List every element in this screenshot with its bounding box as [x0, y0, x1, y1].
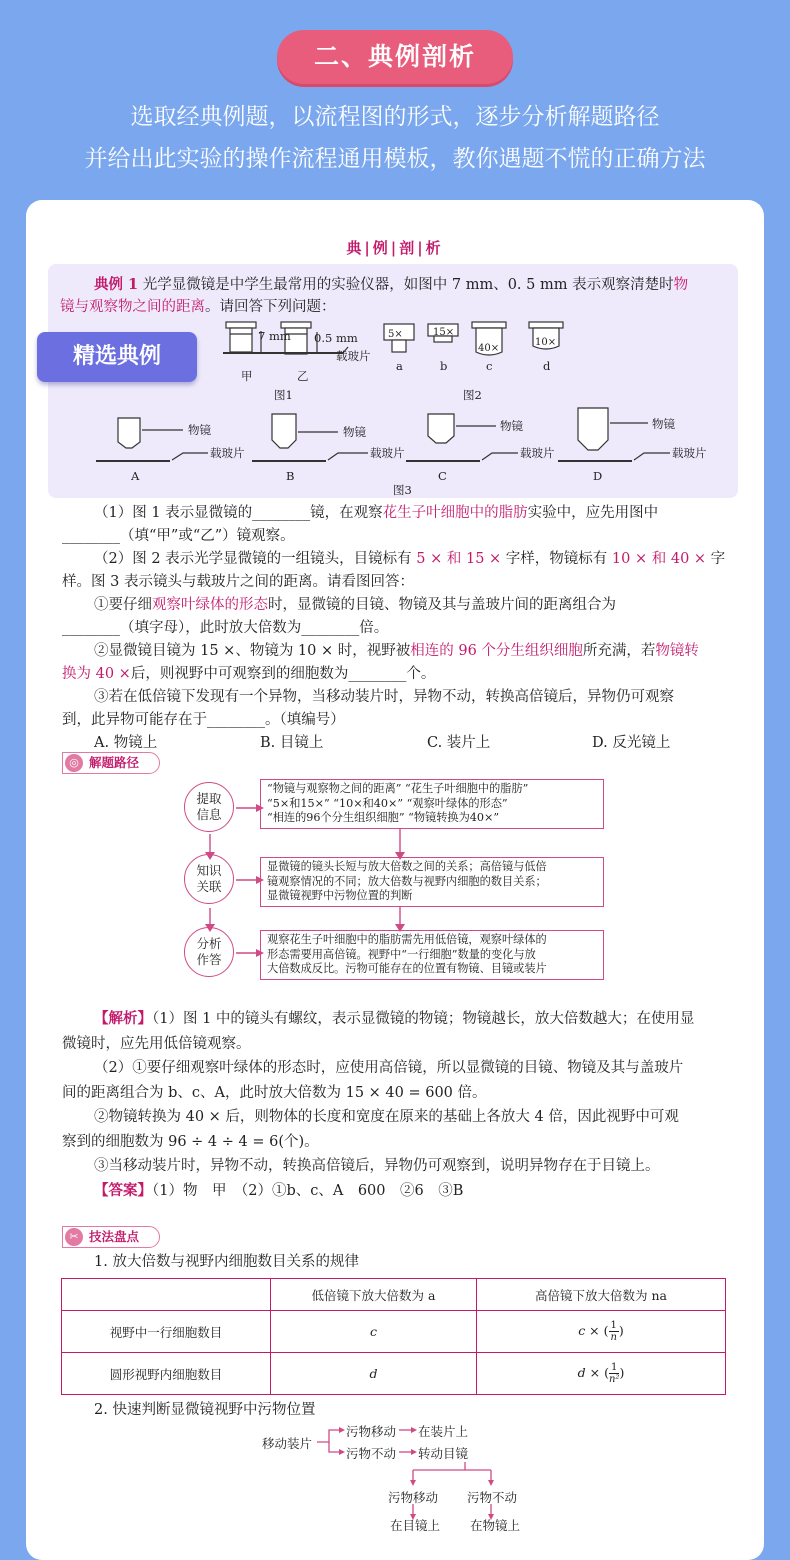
option-a: A. 物镜上: [94, 735, 158, 751]
questions-block: （1）图 1 表示显微镜的________镜，在观察花生子叶细胞中的脂肪实验中，应先用图中 ________（填“甲”或“乙”）镜观察。 （2）图 2 表示光学显微镜的一组镜头，目镜标有 5 × 和 15 × 字样，物镜标有 10 × 和 40 × 字 样。图 3 表示镜头与载玻片之间的距离。请看图回答： ①要仔细观察叶绿体的形态时，显微镜的目镜、物镜及其与盖玻片间的距离组合为 ________（填字母），此时放大倍数为________倍。 ②显微镜目镜为 15 ×、物镜为 10 × 时，视野被相连的 96 个分生组织细胞所充满，若物镜转 换为 40 ×后，则视野中可观察到的细胞数为________个。 ③若在低倍镜下发现有一个异物，当移动装片时，异物不动，转换高倍镜后，异物仍可观察 到，此异物可能存在于________。（填编号） A. 物镜上 B. 目镜上 C. 装片上 D. 反光镜上: [62, 502, 742, 755]
fig2-letter-d: d: [543, 359, 551, 373]
table-row2-high: d × ( $\frac{1}{\text{n²}}$ ): [477, 1353, 726, 1395]
fig1-caption: 图1: [274, 388, 293, 402]
lightbulb-icon: ◎: [65, 754, 83, 772]
tree-branch-still-action: 转动目镜: [418, 1446, 469, 1461]
fig2-letter-a: a: [396, 359, 403, 373]
fig2-letter-b: b: [440, 359, 448, 373]
tree-child-still: 污物不动: [467, 1490, 518, 1505]
fig3-letter-d: D: [593, 469, 603, 483]
header-subtitle-line2: 并给出此实验的操作流程通用模板，教你遇题不慌的正确方法: [84, 146, 706, 172]
answer-text: （1）物 甲 （2）①b、c、A 600 ②6 ③B: [152, 1182, 464, 1199]
fig3-obj-b: 物镜: [343, 425, 366, 439]
table-row2-label: 圆形视野内细胞数目: [62, 1353, 271, 1395]
fig3-slide-a: 载玻片: [210, 446, 245, 460]
analysis-block: 【解析】（1）图 1 中的镜头有螺纹，表示显微镜的物镜；物镜越长，放大倍数越大；在使用显 微镜时，应先用低倍镜观察。 （2）①要仔细观察叶绿体的形态时，应使用高倍镜，所以显微镜的目镜、物镜及其与盖玻片 间的距离组合为 b、c、A，此时放大倍数为 15 × 40 = 600 倍。 ②物镜转换为 40 × 后，则物体的长度和宽度在原来的基础上各放大 4 倍，因此视野中可观 察到的细胞数为 96 ÷ 4 ÷ 4 = 6(个)。 ③当移动装片时，异物不动，转换高倍镜后，异物仍可观察到，说明异物存在于目镜上。 【答案】（1）物 甲 （2）①b、c、A 600 ②6 ③B: [62, 1010, 695, 1199]
fig3-obj-d: 物镜: [652, 417, 675, 431]
fig3-letter-a: A: [131, 469, 140, 483]
fig1-dist-05mm: 0.5 mm: [314, 331, 358, 345]
fig3-slide-d: 载玻片: [672, 446, 707, 460]
tools-icon: ✂: [65, 1228, 83, 1246]
flow-box-knowledge: 显微镜的镜头长短与放大倍数之间的关系；高倍镜与低倍 镜观察情况的不同；放大倍数与视野内细胞的数目关系； 显微镜视野中污物位置的判断: [260, 857, 604, 907]
fig1-dist-7mm: 7 mm: [258, 329, 291, 343]
question-label: 典例 1: [94, 276, 139, 293]
fig2-lens-10x: 10×: [535, 337, 557, 348]
tree-branch-moves: 污物移动: [346, 1424, 397, 1439]
fig3-slide-c: 载玻片: [520, 446, 555, 460]
fig3-slide-b: 载玻片: [370, 446, 405, 460]
table-row1-label: 视野中一行细胞数目: [62, 1311, 271, 1353]
fig2-lens-5x: 5×: [388, 329, 403, 340]
table-row1-low: c: [271, 1311, 477, 1353]
fig1-label-jia: 甲: [241, 369, 253, 383]
analysis-label: 【解析】: [94, 1010, 152, 1027]
fig2-letter-c: c: [486, 359, 493, 373]
section-header-pill: 二、典例剖析: [277, 30, 513, 84]
flow-oval-analyze: 分析 作答: [184, 927, 234, 977]
fig2-lens-15x: 15×: [433, 327, 455, 338]
fig3-obj-c: 物镜: [500, 419, 523, 433]
flow-box-answer: 观察花生子叶细胞中的脂肪需先用低倍镜，观察叶绿体的 形态需要用高倍镜。视野中“一行细胞”数量的变化与放 大倍数成反比。污物可能存在的位置有物镜、目镜或装片: [260, 930, 604, 980]
tree-result-objective: 在物镜上: [470, 1518, 521, 1533]
fig3-letter-b: B: [286, 469, 295, 483]
table-row1-high: c × ( $\frac{1}{n}$ ): [477, 1311, 726, 1353]
magnification-table: [61, 1278, 726, 1395]
fig3-caption: 图3: [393, 483, 412, 497]
rule2-title: 2. 快速判断显微镜视野中污物位置: [94, 1402, 316, 1418]
fig2-caption: 图2: [463, 388, 482, 402]
fig1-label-yi: 乙: [297, 369, 309, 383]
featured-example-badge: 精选典例: [37, 332, 197, 382]
flow-oval-extract: 提取 信息: [184, 782, 234, 832]
fig2-lens-40x: 40×: [478, 343, 500, 354]
fig3-letter-c: C: [438, 469, 447, 483]
option-d: D. 反光镜上: [592, 735, 671, 751]
rule1-title: 1. 放大倍数与视野内细胞数目关系的规律: [94, 1254, 359, 1270]
table-head-2: 高倍镜下放大倍数为 na: [477, 1279, 726, 1311]
fig3-obj-a: 物镜: [188, 423, 211, 437]
tree-child-moves: 污物移动: [388, 1490, 439, 1505]
techniques-tag: ✂ 技法盘点: [62, 1226, 160, 1248]
question-intro: 典例 1 光学显微镜是中学生最常用的实验仪器，如图中 7 mm、0. 5 mm 表示观察清楚时物: [94, 276, 689, 293]
flow-oval-knowledge: 知识 关联: [184, 854, 234, 904]
table-row2-low: d: [271, 1353, 477, 1395]
table-head-1: 低倍镜下放大倍数为 a: [271, 1279, 477, 1311]
section-title: 典|例|剖|析: [346, 239, 444, 257]
tree-branch-still: 污物不动: [346, 1446, 397, 1461]
table-head-0: [62, 1279, 271, 1311]
question-intro-2: 镜与观察物之间的距离。请回答下列问题：: [60, 299, 336, 315]
flow-box-info: “物镜与观察物之间的距离” “花生子叶细胞中的脂肪” “5×和15×” “10×和40×” “观察叶绿体的形态” “相连的96个分生组织细胞” “物镜转换为40×”: [260, 779, 604, 829]
option-c: C. 装片上: [427, 735, 491, 751]
tree-root: 移动装片: [262, 1436, 313, 1451]
tree-branch-moves-result: 在装片上: [418, 1424, 469, 1439]
header-subtitle-line1: 选取经典例题，以流程图的形式，逐步分析解题路径: [130, 104, 660, 130]
option-b: B. 目镜上: [260, 735, 324, 751]
answer-label: 【答案】: [94, 1181, 152, 1199]
tree-result-eyepiece: 在目镜上: [390, 1518, 441, 1533]
fig1-slide-label: 载玻片: [336, 349, 371, 363]
solution-path-tag: ◎ 解题路径: [62, 752, 160, 774]
